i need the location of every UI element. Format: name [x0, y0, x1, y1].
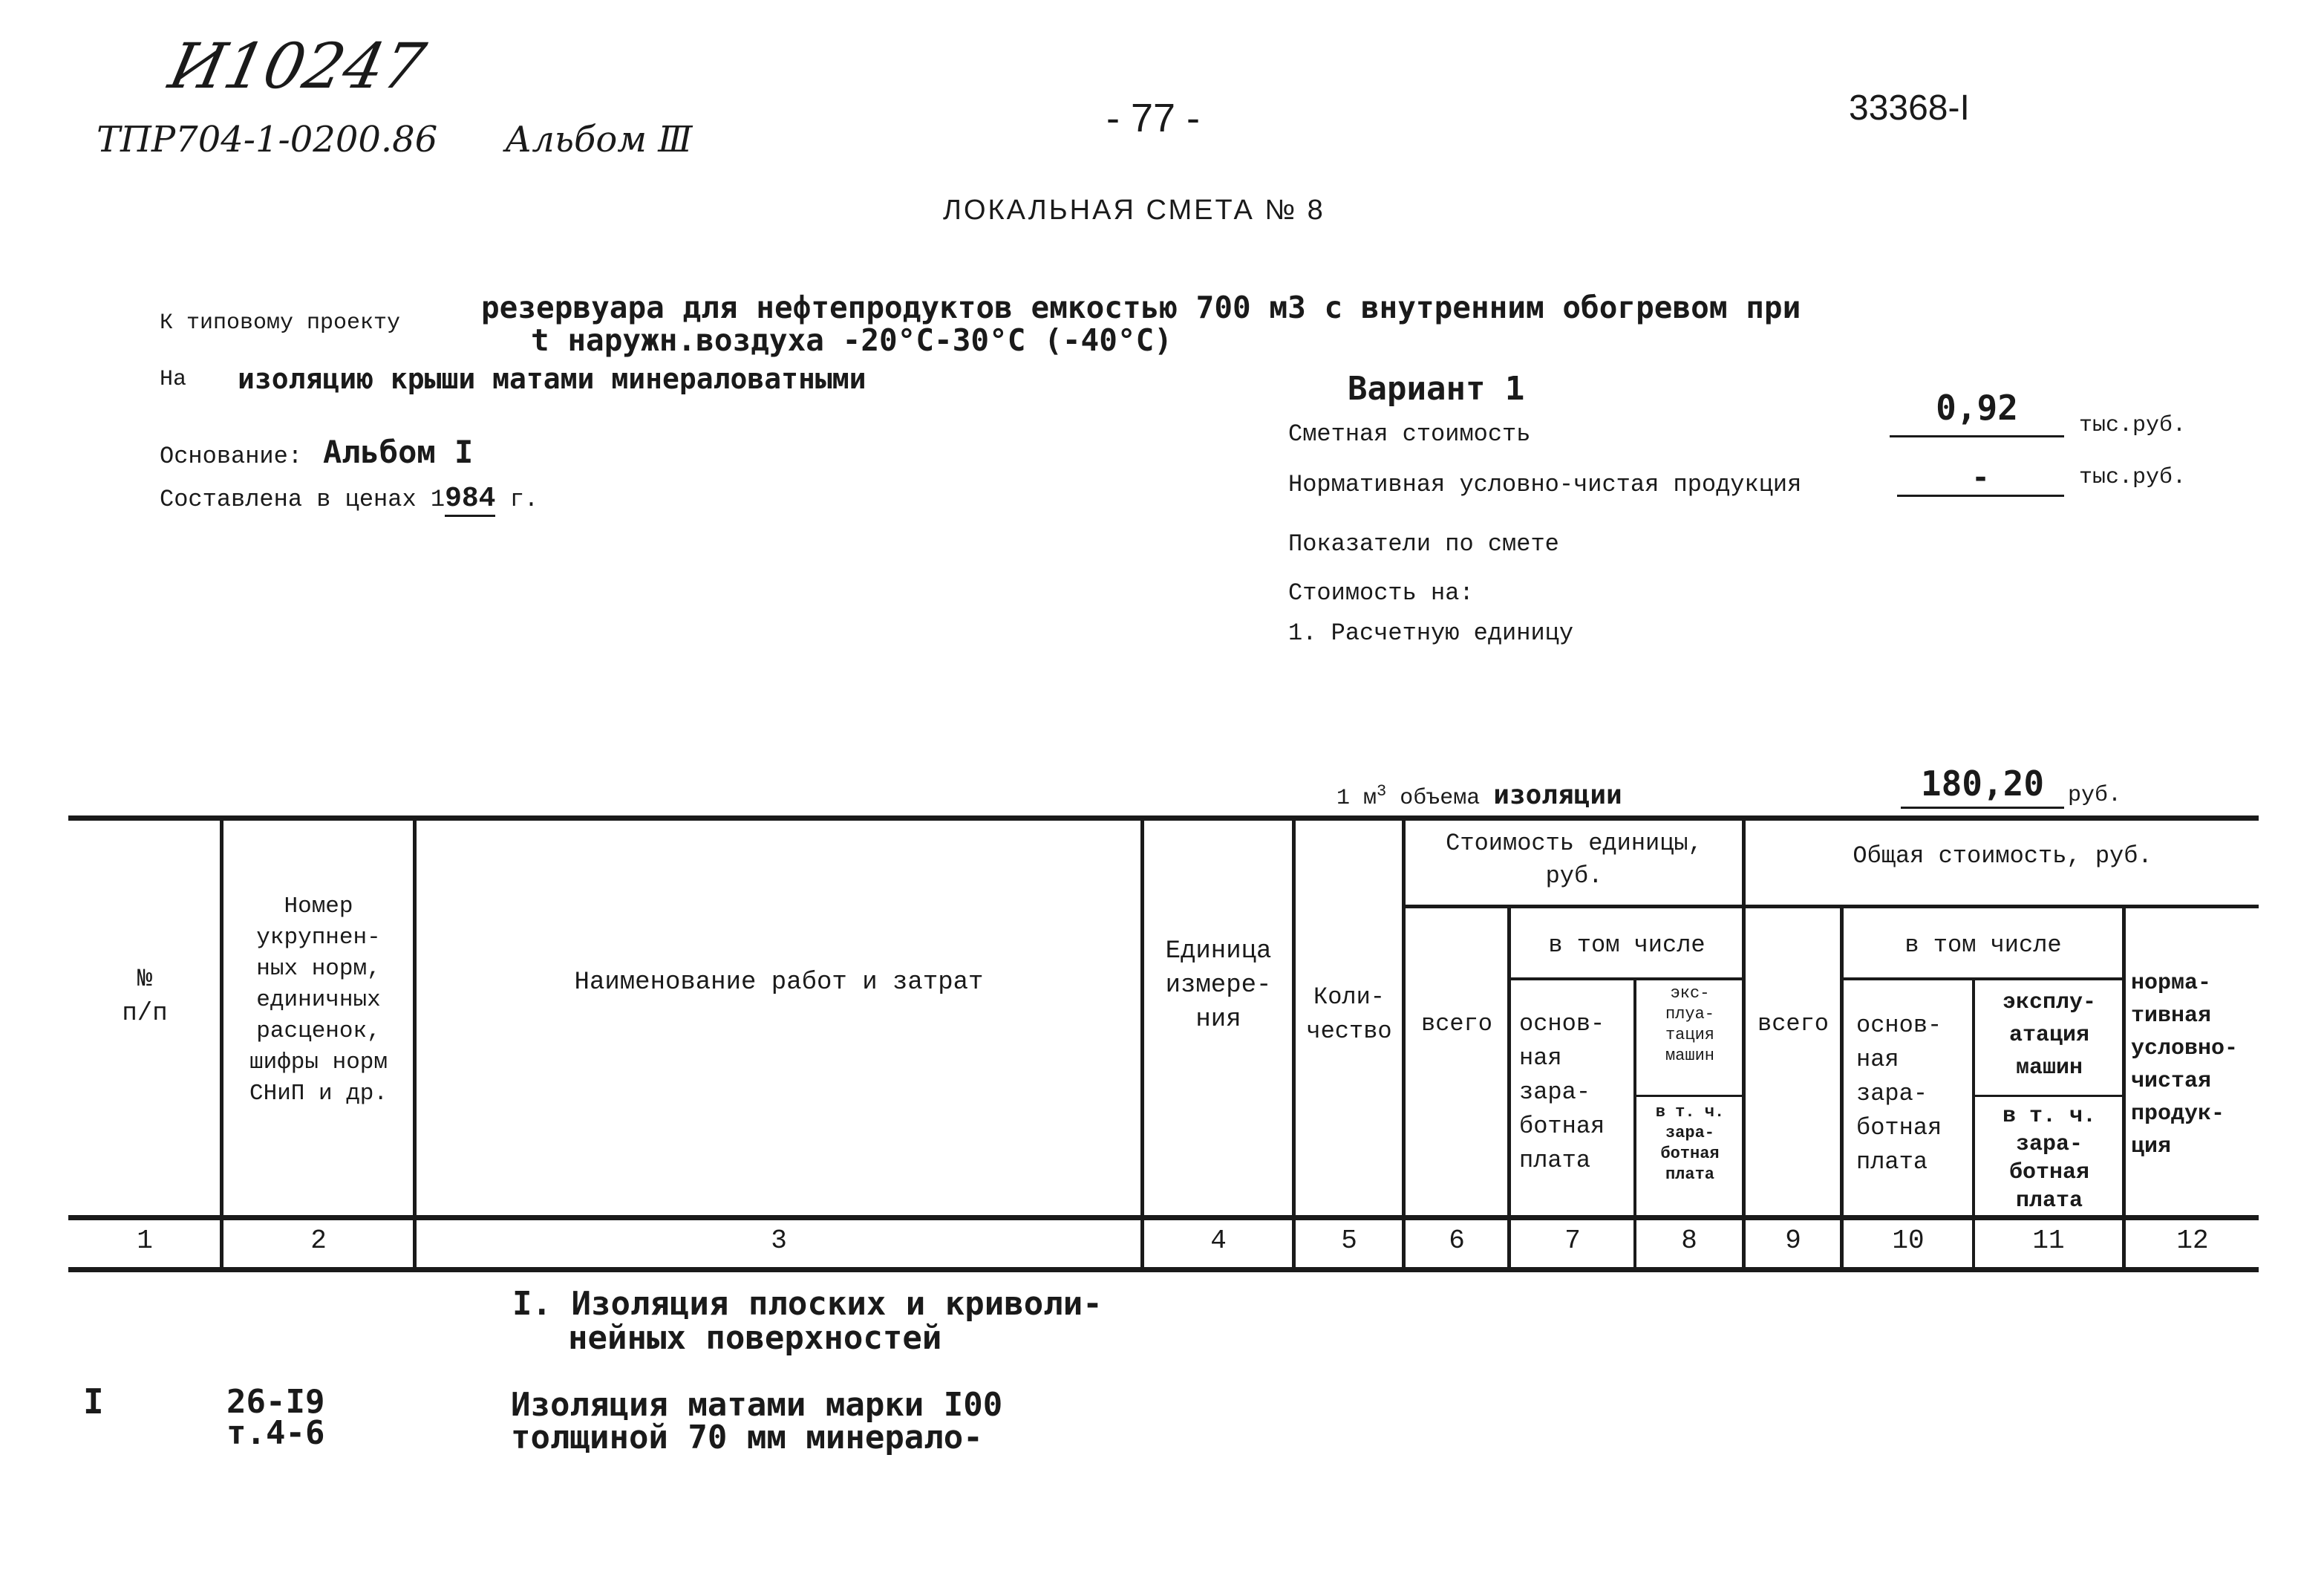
header-col-4: Единица измере- ния: [1165, 937, 1272, 1034]
table-col-line: [1140, 817, 1144, 1270]
table-top-border: [68, 815, 2259, 821]
album-label: Альбом Ⅲ: [505, 119, 693, 160]
on-label: На: [160, 367, 187, 392]
section-title-line1: I. Изоляция плоских и криволи-: [512, 1285, 1103, 1323]
column-number: 3: [771, 1225, 787, 1256]
indicators-label: Показатели по смете: [1288, 530, 1559, 558]
header-col-3: Наименование работ и затрат: [574, 968, 984, 997]
unit-item-label: 1. Расчетную единицу: [1288, 619, 1574, 647]
column-number: 7: [1564, 1225, 1581, 1256]
column-number: 1: [137, 1225, 153, 1256]
project-name-line1: резервуара для нефтепродуктов емкостью 700 м3 с внутренним обогревом при: [481, 290, 1801, 325]
project-name-line2: t наружн.воздуха -20°С-30°С (-40°С): [531, 322, 1172, 358]
header-col-1: № п/п: [122, 966, 168, 1028]
section-title-line2: нейных поверхностей: [568, 1319, 942, 1357]
page-number: - 77 -: [1106, 96, 1201, 140]
header-total-cost: Общая стоимость, руб.: [1853, 842, 2152, 870]
prices-line: [160, 483, 538, 517]
header-col-7: основ- ная зара- ботная плата: [1519, 1010, 1605, 1174]
table-col-line: [220, 817, 223, 1270]
table-rule: [1972, 1095, 2122, 1097]
header-col-5: Коли- чество: [1306, 983, 1392, 1045]
row-name-line2: толщиной 70 мм минерало-: [511, 1419, 983, 1456]
header-col-11b: в т. ч. зара- ботная плата: [2002, 1104, 2097, 1214]
column-number: 4: [1210, 1225, 1227, 1256]
table-rule: [1402, 905, 2259, 908]
header-col-9: всего: [1757, 1010, 1829, 1038]
column-number: 9: [1785, 1225, 1801, 1256]
basis-label: Основание:: [160, 443, 303, 470]
table-header-bottom: [68, 1215, 2259, 1220]
header-col-8b: в т. ч. зара- ботная плата: [1655, 1103, 1725, 1184]
net-product-label: Нормативная условно-чистая продукция: [1288, 471, 1802, 498]
table-rule: [1633, 1095, 1742, 1097]
net-product-unit: тыс.руб.: [2079, 465, 2187, 490]
prices-label: Составлена в ценах 1: [160, 486, 445, 513]
page-title: ЛОКАЛЬНАЯ СМЕТА № 8: [943, 195, 1325, 226]
prices-suffix: г.: [509, 486, 539, 513]
column-number: 2: [310, 1225, 327, 1256]
column-number: 6: [1449, 1225, 1465, 1256]
document-code: 33368-I: [1849, 88, 1970, 128]
header-col-10: основ- ная зара- ботная плата: [1856, 1012, 1942, 1176]
table-rule: [1507, 977, 1742, 980]
estimated-cost-label: Сметная стоимость: [1288, 420, 1531, 448]
on-value: изоляцию крыши матами минераловатными: [238, 362, 866, 395]
basis-value: Альбом I: [323, 434, 474, 470]
table-numbers-bottom: [68, 1267, 2259, 1272]
project-label: К типовому проекту: [160, 310, 401, 336]
table-col-line: [1507, 906, 1511, 1270]
table-col-line: [2122, 906, 2126, 1270]
header-col-12: норма- тивная условно- чистая продук- ция: [2131, 971, 2239, 1159]
net-product-value: -: [1897, 460, 2064, 497]
prices-year: 984: [445, 483, 495, 517]
unit-volume-value: 180,20: [1901, 764, 2064, 809]
unit-volume-unit: руб.: [2068, 783, 2122, 808]
header-total-incl: в том числе: [1904, 931, 2062, 959]
row-number: I: [83, 1381, 104, 1422]
column-number: 8: [1681, 1225, 1697, 1256]
handwritten-number: И10247: [163, 30, 431, 102]
header-unit-cost: Стоимость единицы, руб.: [1446, 830, 1703, 890]
table-col-line: [1292, 817, 1296, 1270]
column-number: 12: [2176, 1225, 2209, 1256]
header-unit-incl: в том числе: [1548, 931, 1706, 959]
estimated-cost-unit: тыс.руб.: [2079, 413, 2187, 438]
column-number: 10: [1892, 1225, 1925, 1256]
cost-on-label: Стоимость на:: [1288, 579, 1474, 607]
header-col-8: экс- плуа- тация машин: [1665, 984, 1714, 1065]
variant-label: Вариант 1: [1348, 370, 1525, 408]
header-col-2: Номер укрупнен- ных норм, единичных расценок, шифры норм СНиП и др.: [249, 893, 388, 1107]
project-code: ТПР704-1-0200.86: [97, 119, 438, 160]
table-col-line: [413, 817, 417, 1270]
table-rule: [1840, 977, 2122, 980]
table-col-line: [1402, 817, 1406, 1270]
column-number: 11: [2032, 1225, 2065, 1256]
header-col-6: всего: [1420, 1010, 1492, 1038]
unit-volume-line: 1 $м^3$ объема изоляции: [1336, 780, 1622, 811]
row-code-line2: т.4-6: [226, 1414, 325, 1452]
row-code-line1: 26-I9: [226, 1383, 325, 1421]
column-number: 5: [1341, 1225, 1357, 1256]
header-col-11: эксплу- атация машин: [2002, 990, 2097, 1081]
row-name-line1: Изоляция матами марки I00: [511, 1386, 1003, 1424]
table-col-line: [1840, 906, 1844, 1270]
estimated-cost-value: 0,92: [1890, 388, 2064, 437]
table-col-line: [1742, 817, 1746, 1270]
